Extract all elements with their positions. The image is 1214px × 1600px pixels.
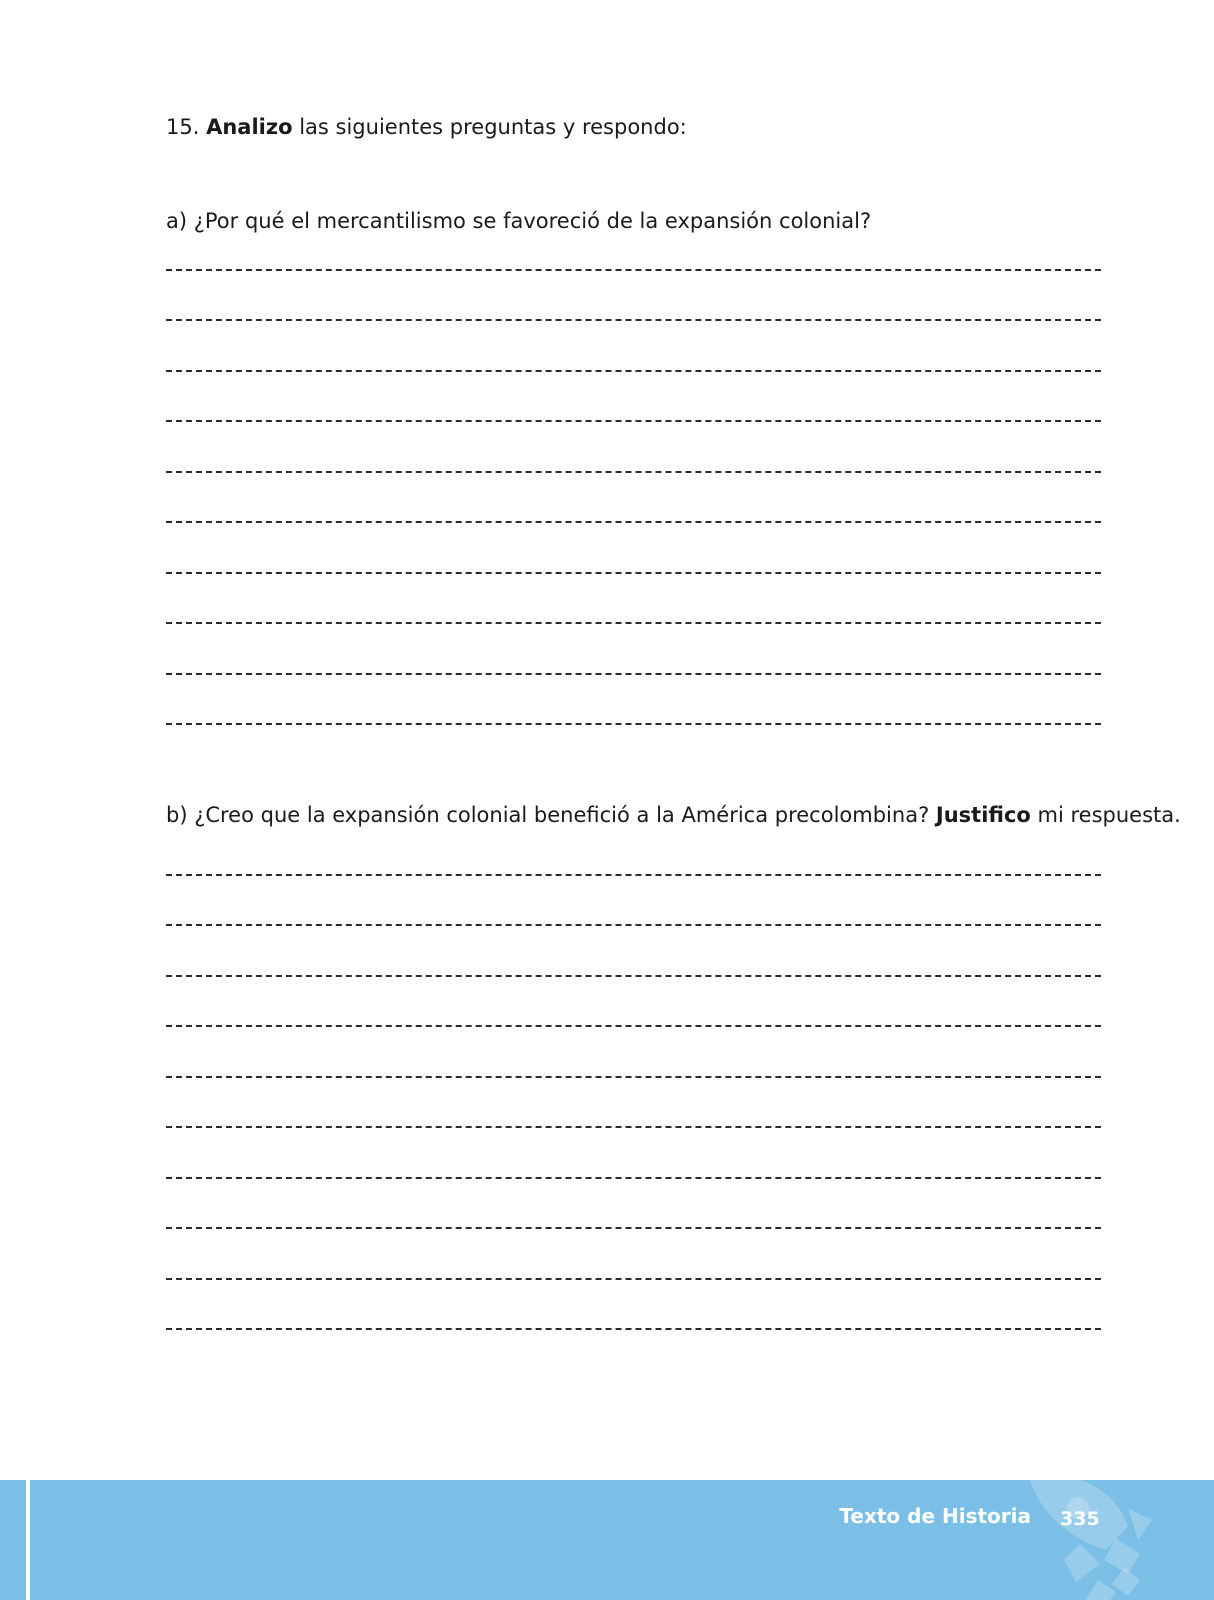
question-b	[166, 800, 1181, 830]
footer-divider	[26, 1480, 30, 1600]
answer-line-b-1[interactable]	[166, 874, 1101, 876]
footer-book-title: Texto de Historia	[839, 1504, 1031, 1528]
answer-line-b-6[interactable]	[166, 1126, 1101, 1128]
answer-line-b-7[interactable]	[166, 1177, 1101, 1179]
question-a	[166, 206, 871, 236]
footer-page-number: 335	[1060, 1508, 1100, 1530]
answer-line-a-6[interactable]	[166, 521, 1101, 523]
question-b-text: b) ¿Creo que la expansión colonial benefició a la América precolombina?	[166, 803, 930, 827]
question-a-text: a) ¿Por qué el mercantilismo se favoreció de la expansión colonial?	[166, 209, 872, 233]
answer-line-b-4[interactable]	[166, 1025, 1101, 1027]
answer-line-b-3[interactable]	[166, 975, 1101, 977]
question-b-suffix: mi respuesta.	[1037, 803, 1181, 827]
activity-number: 15.	[166, 115, 200, 139]
activity-verb: Analizo	[206, 115, 293, 139]
answer-line-b-10[interactable]	[166, 1328, 1101, 1330]
activity-instruction: las siguientes preguntas y respondo:	[299, 115, 687, 139]
answer-line-b-9[interactable]	[166, 1278, 1101, 1280]
answer-line-a-5[interactable]	[166, 471, 1101, 473]
answer-line-a-1[interactable]	[166, 269, 1101, 271]
page-footer	[0, 1480, 1214, 1600]
answer-line-a-2[interactable]	[166, 319, 1101, 321]
answer-line-a-4[interactable]	[166, 420, 1101, 422]
answer-line-a-10[interactable]	[166, 723, 1101, 725]
answer-line-a-7[interactable]	[166, 572, 1101, 574]
answer-line-b-8[interactable]	[166, 1227, 1101, 1229]
answer-line-b-5[interactable]	[166, 1076, 1101, 1078]
activity-heading	[166, 112, 687, 142]
answer-line-a-8[interactable]	[166, 622, 1101, 624]
question-b-bold: Justifico	[935, 803, 1031, 827]
rocket-icon	[1020, 1480, 1190, 1600]
answer-line-b-2[interactable]	[166, 924, 1101, 926]
answer-line-a-9[interactable]	[166, 673, 1101, 675]
answer-line-a-3[interactable]	[166, 370, 1101, 372]
